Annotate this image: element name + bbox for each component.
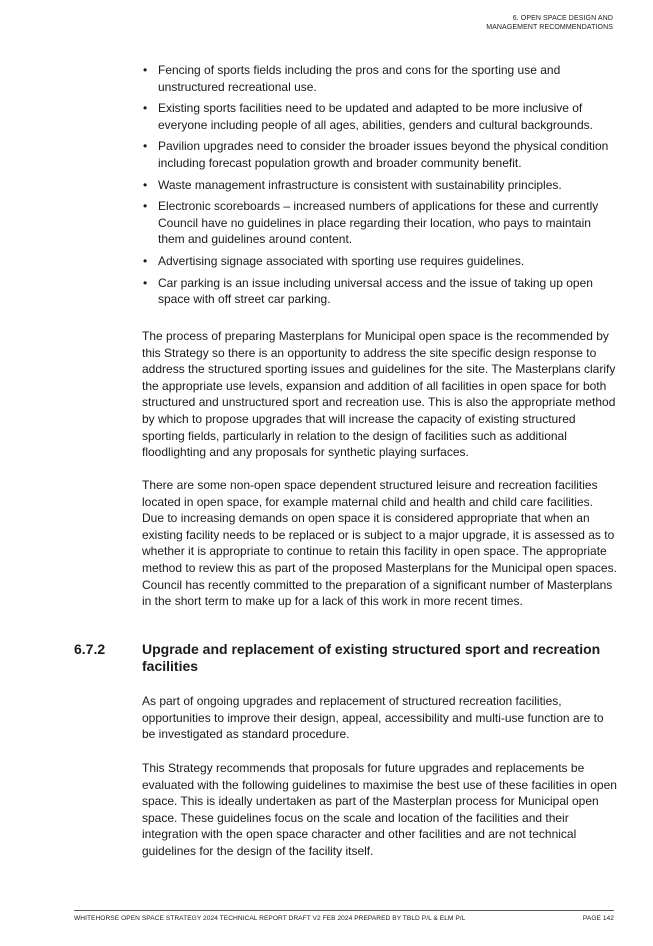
running-header-line-1: 6. OPEN SPACE DESIGN AND <box>512 15 613 22</box>
running-header-line-2: MANAGEMENT RECOMMENDATIONS <box>486 23 613 31</box>
bullet-item: • Advertising signage associated with sporting use requires guidelines. <box>142 253 620 270</box>
bullet-item: • Existing sports facilities need to be updated and adapted to be more inclusive of everyone including people of all ages, abilities, genders and cultural backgrounds. <box>142 100 620 133</box>
bullet-item: • Waste management infrastructure is consistent with sustainability principles. <box>142 177 620 194</box>
bullet-item: • Electronic scoreboards – increased numbers of applications for these and currently Council have no guidelines in place regarding their location, who pays to maintain them and guidelines around content. <box>142 198 620 248</box>
section-title: Upgrade and replacement of existing structured sport and recreation facilities <box>142 641 601 674</box>
masterplan-paragraph: The process of preparing Masterplans for Municipal open space is the recommended by this Strategy so there is an opportunity to address the site specific design response to address the structured sporting issues and guidelines for the site. The Masterplans clarify the appropriate use levels, expansion and addition of all facilities in open space for both structured and unstructured sport and recreation use. This is also the appropriate method by which to propose upgrades that will increase the capacity of existing structured sporting fields, particularly in relation to the design of facilities such as additional floodlighting and any proposals for synthetic playing surfaces. <box>142 329 616 460</box>
footer-divider <box>74 910 614 911</box>
issues-bullet-list <box>142 62 620 313</box>
non-open-space-facilities-paragraph: There are some non-open space dependent structured leisure and recreation facilities located in open space, for example maternal child and health and child care facilities. Due to increasing demands on open space it is considered appropriate that when an existing facility needs to be replaced or is subject to a major upgrade, it is assessed as to whether it is appropriate to continue to retain this facility in open space. The appropriate method to review this as part of the proposed Masterplans for the Municipal open spaces. Council has recently committed to the preparation of a significant number of Masterplans in the short term to make up for a lack of this work in more recent times. <box>142 478 617 609</box>
page-number: PAGE 142 <box>582 915 614 922</box>
bullet-item: • Car parking is an issue including universal access and the issue of taking up open space with off street car parking. <box>142 275 620 308</box>
bullet-item: • Fencing of sports fields including the pros and cons for the sporting use and unstructured recreational use. <box>142 62 620 95</box>
section-number: 6.7.2 <box>74 641 106 657</box>
upgrades-intro-paragraph: As part of ongoing upgrades and replacement of structured recreation facilities, opportunities to improve their design, appeal, accessibility and multi-use function are to be investigated as standard procedure. <box>142 694 604 742</box>
bullet-item: • Pavilion upgrades need to consider the broader issues beyond the physical condition including forecast population growth and broader community benefit. <box>142 138 620 171</box>
guidelines-paragraph: This Strategy recommends that proposals for future upgrades and replacements be evaluated with the following guidelines to maximise the best use of these facilities in open space. This is ideally undertaken as part of the Masterplan process for Municipal open space. These guidelines focus on the scale and location of the facilities and their integration with the open space character and other facilities and are not technical guidelines for the design of the facility itself. <box>142 761 617 858</box>
running-header <box>486 15 613 32</box>
footer-document-info: WHITEHORSE OPEN SPACE STRATEGY 2024 TECHNICAL REPORT DRAFT V2 FEB 2024 PREPARED BY TBLD P/L & ELM P/L <box>74 915 466 922</box>
